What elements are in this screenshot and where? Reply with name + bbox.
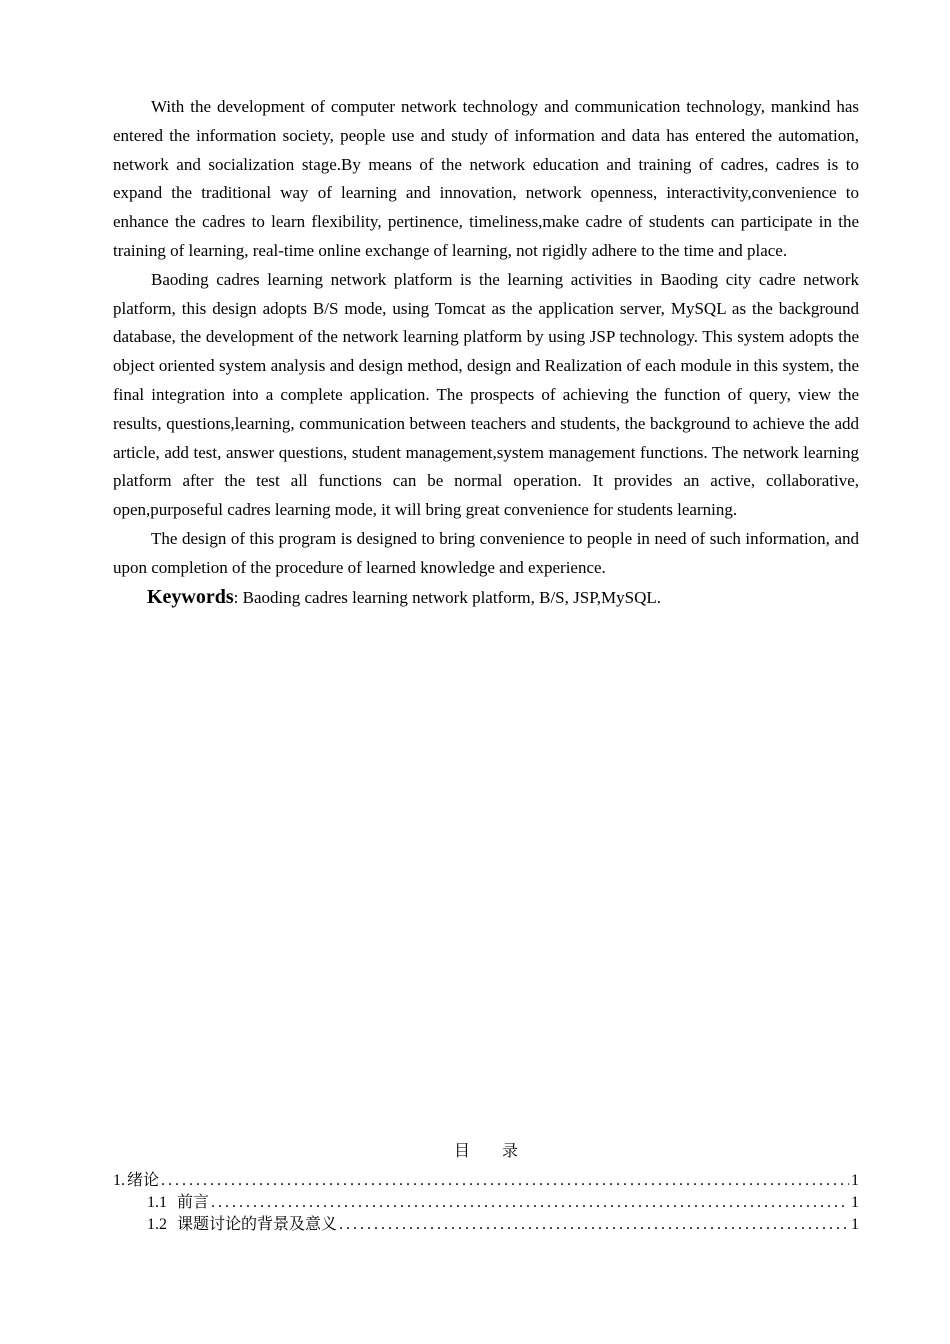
toc-entry-page: 1 xyxy=(851,1172,859,1189)
toc-entry-page: 1 xyxy=(851,1194,859,1211)
toc-dot-leader xyxy=(161,1170,849,1192)
toc-dot-leader xyxy=(339,1214,849,1236)
toc-entry-number: 1. xyxy=(113,1172,125,1189)
abstract-section xyxy=(113,93,859,612)
toc-entry-page: 1 xyxy=(851,1216,859,1233)
toc-entry-number: 1.2 xyxy=(147,1216,167,1233)
abstract-paragraph-2: Baoding cadres learning network platform is the learning activities in Baoding city cadre network platform, this design adopts B/S mode, using Tomcat as the application server, MySQL as the background database, the development of the network learning platform by using JSP technology. This system adopts the object oriented system analysis and design method, design and Realization of each module in this system, the final integration into a complete application. The prospects of achieving the function of query, view the results, questions,learning, communication between teachers and students, the background to achieve the add article, add test, answer questions, student management,system management functions. The network learning platform after the test all functions can be normal operation. It provides an active, collaborative, open,purposeful cadres learning mode, it will bring great convenience for students learning. xyxy=(113,269,859,520)
toc-entry-title: 课题讨论的背景及意义 xyxy=(177,1216,338,1233)
abstract-paragraph-3: The design of this program is designed to bring convenience to people in need of such information, and upon completion of the procedure of learned knowledge and experience. xyxy=(113,528,859,577)
toc-title: 目录 xyxy=(453,1143,550,1160)
toc-entry[interactable] xyxy=(113,1170,859,1192)
keywords-line xyxy=(113,583,859,613)
toc-entry-title: 前言 xyxy=(177,1194,210,1211)
toc-entry[interactable] xyxy=(113,1214,859,1236)
toc-entry-title: 绪论 xyxy=(127,1172,160,1189)
keywords-text: : Baoding cadres learning network platform, B/S, JSP,MySQL. xyxy=(233,587,661,607)
toc-entry[interactable] xyxy=(113,1192,859,1214)
table-of-contents xyxy=(113,1140,859,1236)
toc-dot-leader xyxy=(211,1192,849,1214)
keywords-label: Keywords xyxy=(147,585,234,608)
toc-entry-number: 1.1 xyxy=(147,1194,167,1211)
abstract-paragraph-1: With the development of computer network technology and communication technology, mankind has entered the information society, people use and study of information and data has entered the automation, network and socialization stage.By means of the network education and training of cadres, cadres is to expand the traditional way of learning and innovation, network openness, interactivity,convenience to enhance the cadres to learn flexibility, pertinence, timeliness,make cadre of students can participate in the training of learning, real-time online exchange of learning, not rigidly adhere to the time and place. xyxy=(113,97,859,260)
